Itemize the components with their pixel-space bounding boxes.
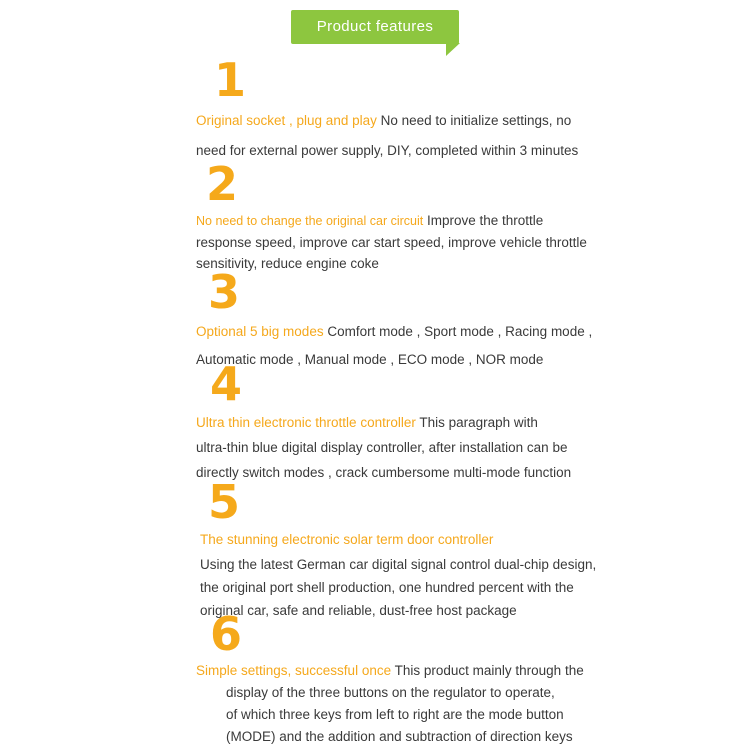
feature-line-5-0: Using the latest German car digital signal control dual-chip design, <box>200 557 597 572</box>
feature-number-6: 6 <box>210 607 242 661</box>
feature-line-4-2: directly switch modes , crack cumbersome multi-mode function <box>196 465 572 480</box>
feature-line-2-0: Improve the throttle <box>426 213 544 228</box>
feature-line-4-0: This paragraph with <box>419 415 538 430</box>
feature-line-2-2: sensitivity, reduce engine coke <box>196 256 379 271</box>
feature-lead-6: Simple settings, successful once <box>196 663 392 678</box>
feature-lead-4: Ultra thin electronic throttle controller <box>196 415 416 430</box>
feature-lead-1: Original socket , plug and play <box>196 113 377 128</box>
feature-lead-5: The stunning electronic solar term door controller <box>200 532 494 547</box>
page-title: Product features <box>291 10 459 44</box>
feature-line-3-0: Comfort mode , Sport mode , Racing mode , <box>327 324 593 339</box>
feature-text-5 <box>200 528 620 622</box>
feature-text-6 <box>196 660 616 748</box>
feature-line-6-0: This product mainly through the <box>394 663 584 678</box>
feature-line-6-2: of which three keys from left to right are the mode button <box>226 707 564 722</box>
feature-number-5: 5 <box>208 475 240 529</box>
feature-lead-2: No need to change the original car circuit <box>196 214 424 228</box>
feature-number-4: 4 <box>210 357 242 411</box>
feature-block-5 <box>200 475 620 622</box>
feature-line-3-1: Automatic mode , Manual mode , ECO mode , NOR mode <box>196 352 544 367</box>
feature-block-2 <box>196 157 616 274</box>
feature-text-1 <box>196 106 616 166</box>
feature-line-5-2: original car, safe and reliable, dust-free host package <box>200 603 517 618</box>
feature-text-4 <box>196 410 616 485</box>
banner-container <box>0 10 750 44</box>
feature-line-4-1: ultra-thin blue digital display controller, after installation can be <box>196 440 568 455</box>
feature-line-6-3: (MODE) and the addition and subtraction of direction keys <box>226 729 573 744</box>
feature-number-2: 2 <box>206 157 238 211</box>
feature-line-1-0: No need to initialize settings, no <box>380 113 572 128</box>
feature-block-1 <box>196 53 616 166</box>
feature-line-1-1: need for external power supply, DIY, completed within 3 minutes <box>196 143 579 158</box>
feature-number-3: 3 <box>208 265 240 319</box>
feature-line-5-1: the original port shell production, one hundred percent with the <box>200 580 574 595</box>
feature-block-3 <box>196 265 616 374</box>
feature-lead-3: Optional 5 big modes <box>196 324 324 339</box>
feature-text-2 <box>196 210 616 274</box>
feature-number-1: 1 <box>214 53 246 107</box>
feature-line-6-1: display of the three buttons on the regulator to operate, <box>226 685 555 700</box>
feature-line-2-1: response speed, improve car start speed, improve vehicle throttle <box>196 235 587 250</box>
